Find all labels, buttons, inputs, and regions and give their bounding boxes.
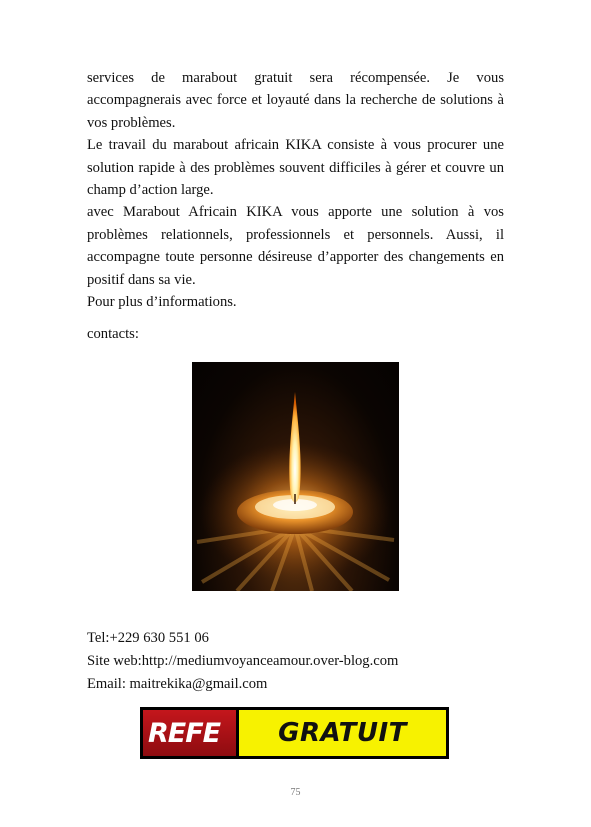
- contact-info: [87, 627, 398, 696]
- banner-right-text: GRATUIT: [239, 710, 446, 756]
- paragraph: services de marabout gratuit sera récompensée. Je vous accompagnerais avec force et loyauté dans la recherche de solutions à vos problèmes.: [87, 70, 504, 131]
- candle-photo: [192, 362, 399, 591]
- phone-number: Tel:+229 630 551 06: [87, 630, 209, 646]
- contacts-label: contacts:: [87, 326, 139, 342]
- candle-illustration: [192, 362, 399, 591]
- gratuit-banner[interactable]: [140, 707, 449, 759]
- banner-left-text: REFE: [143, 710, 236, 756]
- paragraph: avec Marabout Africain KIKA vous apporte une solution à vos problèmes relationnels, professionnels et personnels. Aussi, il accompagne toute personne désireuse d’apporter des changements en positif dans sa vie.: [87, 204, 504, 288]
- page-number: 75: [290, 787, 301, 798]
- website-link[interactable]: Site web:http://mediumvoyanceamour.over-blog.com: [87, 653, 399, 669]
- paragraph: Pour plus d’informations.: [87, 294, 237, 311]
- body-text: [87, 67, 504, 313]
- email-address[interactable]: Email: maitrekika@gmail.com: [87, 676, 268, 692]
- paragraph: Le travail du marabout africain KIKA consiste à vous procurer une solution rapide à des problèmes souvent difficiles à gérer et couvre un champ d’action large.: [87, 137, 504, 199]
